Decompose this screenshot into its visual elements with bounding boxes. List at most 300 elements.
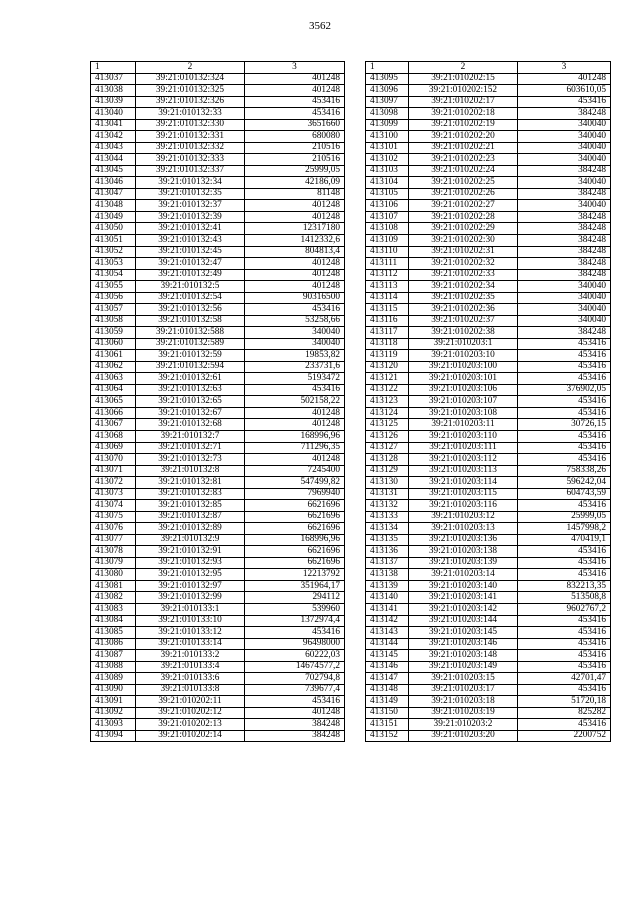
row-number-cell: 413042 [91, 131, 136, 143]
row-number-cell: 413084 [91, 615, 136, 627]
value-cell: 6621696 [245, 511, 345, 523]
table-row [91, 719, 345, 731]
value-cell: 19853,82 [245, 350, 345, 362]
cadastral-number-cell: 39:21:010202:38 [409, 327, 518, 339]
table-row [366, 580, 611, 592]
row-number-cell: 413089 [91, 673, 136, 685]
row-number-cell: 413123 [366, 396, 409, 408]
row-number-cell: 413071 [91, 465, 136, 477]
row-number-cell: 413137 [366, 557, 409, 569]
table-row [366, 603, 611, 615]
table-row [91, 431, 345, 443]
row-number-cell: 413142 [366, 615, 409, 627]
row-number-cell: 413138 [366, 569, 409, 581]
row-number-cell: 413103 [366, 165, 409, 177]
table-row [91, 258, 345, 270]
row-number-cell: 413044 [91, 154, 136, 166]
table-row [91, 131, 345, 143]
row-number-cell: 413140 [366, 592, 409, 604]
row-number-cell: 413043 [91, 142, 136, 154]
table-row [91, 96, 345, 108]
row-number-cell: 413098 [366, 108, 409, 120]
row-number-cell: 413064 [91, 384, 136, 396]
row-number-cell: 413126 [366, 431, 409, 443]
cadastral-number-cell: 39:21:010203:14 [409, 569, 518, 581]
value-cell: 384248 [518, 246, 611, 258]
table-row [91, 569, 345, 581]
cadastral-number-cell: 39:21:010202:25 [409, 177, 518, 189]
cadastral-number-cell: 39:21:010203:115 [409, 488, 518, 500]
row-number-cell: 413119 [366, 350, 409, 362]
table-row [366, 177, 611, 189]
table-row [366, 200, 611, 212]
row-number-cell: 413135 [366, 534, 409, 546]
cadastral-number-cell: 39:21:010132:83 [136, 488, 245, 500]
value-cell: 12213792 [245, 569, 345, 581]
value-cell: 453416 [245, 96, 345, 108]
row-number-cell: 413116 [366, 315, 409, 327]
row-number-cell: 413068 [91, 431, 136, 443]
row-number-cell: 413074 [91, 500, 136, 512]
cadastral-number-cell: 39:21:010203:19 [409, 707, 518, 719]
value-cell: 384248 [518, 188, 611, 200]
cadastral-number-cell: 39:21:010132:326 [136, 96, 245, 108]
row-number-cell: 413136 [366, 546, 409, 558]
table-row [91, 511, 345, 523]
left-table [90, 61, 345, 742]
row-number-cell: 413110 [366, 246, 409, 258]
header-row [91, 62, 345, 74]
table-row [91, 603, 345, 615]
cadastral-number-cell: 39:21:010202:33 [409, 269, 518, 281]
cadastral-number-cell: 39:21:010203:142 [409, 603, 518, 615]
table-row [91, 580, 345, 592]
table-row [91, 419, 345, 431]
table-row [91, 373, 345, 385]
cadastral-number-cell: 39:21:010202:36 [409, 304, 518, 316]
cadastral-number-cell: 39:21:010203:138 [409, 546, 518, 558]
row-number-cell: 413048 [91, 200, 136, 212]
cadastral-number-cell: 39:21:010203:116 [409, 500, 518, 512]
value-cell: 453416 [518, 615, 611, 627]
cadastral-number-cell: 39:21:010203:136 [409, 534, 518, 546]
cadastral-number-cell: 39:21:010132:7 [136, 431, 245, 443]
column-header: 1 [366, 62, 409, 74]
row-number-cell: 413150 [366, 707, 409, 719]
row-number-cell: 413109 [366, 234, 409, 246]
table-row [366, 350, 611, 362]
cadastral-number-cell: 39:21:010132:337 [136, 165, 245, 177]
table-row [366, 73, 611, 85]
cadastral-number-cell: 39:21:010203:100 [409, 361, 518, 373]
value-cell: 453416 [518, 350, 611, 362]
value-cell: 6621696 [245, 500, 345, 512]
row-number-cell: 413105 [366, 188, 409, 200]
table-row [366, 661, 611, 673]
cadastral-number-cell: 39:21:010202:18 [409, 108, 518, 120]
table-row [366, 396, 611, 408]
value-cell: 25999,05 [245, 165, 345, 177]
cadastral-number-cell: 39:21:010203:141 [409, 592, 518, 604]
table-row [366, 638, 611, 650]
cadastral-number-cell: 39:21:010202:31 [409, 246, 518, 258]
value-cell: 1412332,6 [245, 234, 345, 246]
cadastral-number-cell: 39:21:010203:140 [409, 580, 518, 592]
row-number-cell: 413065 [91, 396, 136, 408]
value-cell: 384248 [518, 165, 611, 177]
table-row [91, 730, 345, 742]
table-row [366, 442, 611, 454]
value-cell: 168996,96 [245, 534, 345, 546]
value-cell: 340040 [518, 281, 611, 293]
table-row [91, 650, 345, 662]
row-number-cell: 413052 [91, 246, 136, 258]
table-row [366, 419, 611, 431]
cadastral-number-cell: 39:21:010203:1 [409, 338, 518, 350]
cadastral-number-cell: 39:21:010132:594 [136, 361, 245, 373]
row-number-cell: 413095 [366, 73, 409, 85]
value-cell: 604743,59 [518, 488, 611, 500]
row-number-cell: 413101 [366, 142, 409, 154]
row-number-cell: 413118 [366, 338, 409, 350]
value-cell: 340040 [518, 131, 611, 143]
table-row [91, 465, 345, 477]
value-cell: 453416 [518, 442, 611, 454]
cadastral-number-cell: 39:21:010132:85 [136, 500, 245, 512]
row-number-cell: 413096 [366, 85, 409, 97]
value-cell: 1372974,4 [245, 615, 345, 627]
value-cell: 502158,22 [245, 396, 345, 408]
table-row [91, 615, 345, 627]
value-cell: 384248 [518, 234, 611, 246]
cadastral-number-cell: 39:21:010132:39 [136, 211, 245, 223]
header-row [366, 62, 611, 74]
value-cell: 702794,8 [245, 673, 345, 685]
row-number-cell: 413144 [366, 638, 409, 650]
cadastral-number-cell: 39:21:010203:18 [409, 696, 518, 708]
table-row [366, 188, 611, 200]
table-row [91, 177, 345, 189]
value-cell: 401248 [245, 407, 345, 419]
row-number-cell: 413091 [91, 696, 136, 708]
row-number-cell: 413128 [366, 454, 409, 466]
cadastral-number-cell: 39:21:010203:139 [409, 557, 518, 569]
value-cell: 7969940 [245, 488, 345, 500]
table-row [366, 292, 611, 304]
cadastral-number-cell: 39:21:010202:21 [409, 142, 518, 154]
table-row [366, 269, 611, 281]
table-row [91, 304, 345, 316]
table-row [91, 442, 345, 454]
cadastral-number-cell: 39:21:010203:106 [409, 384, 518, 396]
row-number-cell: 413063 [91, 373, 136, 385]
value-cell: 384248 [518, 258, 611, 270]
row-number-cell: 413078 [91, 546, 136, 558]
row-number-cell: 413076 [91, 523, 136, 535]
table-row [366, 108, 611, 120]
row-number-cell: 413038 [91, 85, 136, 97]
cadastral-number-cell: 39:21:010132:73 [136, 454, 245, 466]
table-row [91, 361, 345, 373]
table-row [91, 165, 345, 177]
cadastral-number-cell: 39:21:010202:30 [409, 234, 518, 246]
value-cell: 804813,4 [245, 246, 345, 258]
row-number-cell: 413072 [91, 477, 136, 489]
row-number-cell: 413106 [366, 200, 409, 212]
value-cell: 453416 [518, 627, 611, 639]
table-row [91, 627, 345, 639]
row-number-cell: 413075 [91, 511, 136, 523]
row-number-cell: 413073 [91, 488, 136, 500]
value-cell: 351964,17 [245, 580, 345, 592]
cadastral-number-cell: 39:21:010203:144 [409, 615, 518, 627]
cadastral-number-cell: 39:21:010203:17 [409, 684, 518, 696]
value-cell: 168996,96 [245, 431, 345, 443]
value-cell: 340040 [245, 338, 345, 350]
row-number-cell: 413113 [366, 281, 409, 293]
cadastral-number-cell: 39:21:010132:61 [136, 373, 245, 385]
row-number-cell: 413051 [91, 234, 136, 246]
cadastral-number-cell: 39:21:010203:108 [409, 407, 518, 419]
table-row [91, 592, 345, 604]
cadastral-number-cell: 39:21:010203:12 [409, 511, 518, 523]
value-cell: 7245400 [245, 465, 345, 477]
table-row [91, 661, 345, 673]
cadastral-number-cell: 39:21:010132:331 [136, 131, 245, 143]
value-cell: 42186,09 [245, 177, 345, 189]
value-cell: 401248 [245, 73, 345, 85]
table-row [366, 719, 611, 731]
cadastral-number-cell: 39:21:010132:33 [136, 108, 245, 120]
table-row [366, 569, 611, 581]
value-cell: 384248 [245, 719, 345, 731]
row-number-cell: 413083 [91, 603, 136, 615]
cadastral-number-cell: 39:21:010202:28 [409, 211, 518, 223]
value-cell: 6621696 [245, 523, 345, 535]
row-number-cell: 413099 [366, 119, 409, 131]
table-row [91, 407, 345, 419]
cadastral-number-cell: 39:21:010133:10 [136, 615, 245, 627]
value-cell: 401248 [245, 419, 345, 431]
cadastral-number-cell: 39:21:010132:56 [136, 304, 245, 316]
cadastral-number-cell: 39:21:010203:146 [409, 638, 518, 650]
row-number-cell: 413093 [91, 719, 136, 731]
value-cell: 453416 [245, 384, 345, 396]
value-cell: 513508,8 [518, 592, 611, 604]
table-row [366, 454, 611, 466]
table-row [366, 684, 611, 696]
cadastral-number-cell: 39:21:010132:8 [136, 465, 245, 477]
value-cell: 739677,4 [245, 684, 345, 696]
cadastral-number-cell: 39:21:010202:15 [409, 73, 518, 85]
cadastral-number-cell: 39:21:010132:37 [136, 200, 245, 212]
cadastral-number-cell: 39:21:010202:35 [409, 292, 518, 304]
value-cell: 539960 [245, 603, 345, 615]
row-number-cell: 413132 [366, 500, 409, 512]
value-cell: 680080 [245, 131, 345, 143]
cadastral-number-cell: 39:21:010132:68 [136, 419, 245, 431]
value-cell: 340040 [245, 327, 345, 339]
cadastral-number-cell: 39:21:010132:35 [136, 188, 245, 200]
table-row [366, 627, 611, 639]
row-number-cell: 413107 [366, 211, 409, 223]
value-cell: 453416 [518, 650, 611, 662]
value-cell: 453416 [518, 454, 611, 466]
row-number-cell: 413050 [91, 223, 136, 235]
row-number-cell: 413134 [366, 523, 409, 535]
row-number-cell: 413046 [91, 177, 136, 189]
table-row [366, 246, 611, 258]
value-cell: 90316500 [245, 292, 345, 304]
cadastral-number-cell: 39:21:010133:2 [136, 650, 245, 662]
cadastral-number-cell: 39:21:010132:34 [136, 177, 245, 189]
cadastral-number-cell: 39:21:010203:2 [409, 719, 518, 731]
table-row [366, 407, 611, 419]
cadastral-number-cell: 39:21:010202:26 [409, 188, 518, 200]
row-number-cell: 413133 [366, 511, 409, 523]
row-number-cell: 413100 [366, 131, 409, 143]
row-number-cell: 413077 [91, 534, 136, 546]
table-row [366, 327, 611, 339]
row-number-cell: 413080 [91, 569, 136, 581]
table-row [366, 523, 611, 535]
cadastral-number-cell: 39:21:010132:87 [136, 511, 245, 523]
row-number-cell: 413145 [366, 650, 409, 662]
value-cell: 401248 [245, 454, 345, 466]
table-row [366, 500, 611, 512]
cadastral-number-cell: 39:21:010132:91 [136, 546, 245, 558]
cadastral-number-cell: 39:21:010132:41 [136, 223, 245, 235]
value-cell: 453416 [518, 396, 611, 408]
cadastral-number-cell: 39:21:010202:17 [409, 96, 518, 108]
value-cell: 453416 [518, 661, 611, 673]
value-cell: 401248 [245, 281, 345, 293]
cadastral-number-cell: 39:21:010133:6 [136, 673, 245, 685]
table-row [91, 142, 345, 154]
value-cell: 60222,03 [245, 650, 345, 662]
value-cell: 832213,35 [518, 580, 611, 592]
table-row [366, 304, 611, 316]
value-cell: 453416 [518, 373, 611, 385]
table-row [366, 211, 611, 223]
table-row [91, 292, 345, 304]
row-number-cell: 413125 [366, 419, 409, 431]
row-number-cell: 413056 [91, 292, 136, 304]
row-number-cell: 413086 [91, 638, 136, 650]
value-cell: 453416 [518, 684, 611, 696]
value-cell: 384248 [518, 211, 611, 223]
row-number-cell: 413062 [91, 361, 136, 373]
table-row [91, 327, 345, 339]
table-row [366, 557, 611, 569]
table-row [366, 696, 611, 708]
value-cell: 758338,26 [518, 465, 611, 477]
page-number: 3562 [309, 20, 331, 32]
value-cell: 30726,15 [518, 419, 611, 431]
cadastral-number-cell: 39:21:010202:11 [136, 696, 245, 708]
row-number-cell: 413151 [366, 719, 409, 731]
table-row [91, 281, 345, 293]
row-number-cell: 413055 [91, 281, 136, 293]
table-row [366, 707, 611, 719]
cadastral-number-cell: 39:21:010132:59 [136, 350, 245, 362]
value-cell: 14674577,2 [245, 661, 345, 673]
cadastral-number-cell: 39:21:010203:149 [409, 661, 518, 673]
cadastral-number-cell: 39:21:010132:43 [136, 234, 245, 246]
table-row [366, 615, 611, 627]
row-number-cell: 413117 [366, 327, 409, 339]
column-header: 2 [136, 62, 245, 74]
value-cell: 453416 [518, 338, 611, 350]
value-cell: 711296,35 [245, 442, 345, 454]
value-cell: 9602767,2 [518, 603, 611, 615]
row-number-cell: 413139 [366, 580, 409, 592]
cadastral-number-cell: 39:21:010132:325 [136, 85, 245, 97]
cadastral-number-cell: 39:21:010202:14 [136, 730, 245, 742]
value-cell: 401248 [245, 258, 345, 270]
cadastral-number-cell: 39:21:010202:20 [409, 131, 518, 143]
table-row [91, 707, 345, 719]
value-cell: 453416 [518, 407, 611, 419]
row-number-cell: 413129 [366, 465, 409, 477]
table-row [366, 546, 611, 558]
cadastral-number-cell: 39:21:010202:29 [409, 223, 518, 235]
row-number-cell: 413124 [366, 407, 409, 419]
row-number-cell: 413094 [91, 730, 136, 742]
row-number-cell: 413127 [366, 442, 409, 454]
row-number-cell: 413104 [366, 177, 409, 189]
cadastral-number-cell: 39:21:010133:12 [136, 627, 245, 639]
row-number-cell: 413087 [91, 650, 136, 662]
row-number-cell: 413047 [91, 188, 136, 200]
value-cell: 340040 [518, 142, 611, 154]
value-cell: 376902,05 [518, 384, 611, 396]
cadastral-number-cell: 39:21:010203:113 [409, 465, 518, 477]
right-table [365, 61, 611, 742]
value-cell: 6621696 [245, 557, 345, 569]
value-cell: 340040 [518, 315, 611, 327]
row-number-cell: 413037 [91, 73, 136, 85]
cadastral-number-cell: 39:21:010132:9 [136, 534, 245, 546]
value-cell: 1457998,2 [518, 523, 611, 535]
row-number-cell: 413041 [91, 119, 136, 131]
table-row [366, 96, 611, 108]
table-row [366, 650, 611, 662]
table-row [91, 350, 345, 362]
table-row [91, 234, 345, 246]
row-number-cell: 413092 [91, 707, 136, 719]
value-cell: 96498000 [245, 638, 345, 650]
row-number-cell: 413085 [91, 627, 136, 639]
row-number-cell: 413059 [91, 327, 136, 339]
cadastral-number-cell: 39:21:010132:49 [136, 269, 245, 281]
table-row [91, 546, 345, 558]
value-cell: 596242,04 [518, 477, 611, 489]
left-table-body [91, 73, 345, 742]
cadastral-number-cell: 39:21:010203:10 [409, 350, 518, 362]
cadastral-number-cell: 39:21:010203:145 [409, 627, 518, 639]
cadastral-number-cell: 39:21:010132:63 [136, 384, 245, 396]
value-cell: 453416 [245, 304, 345, 316]
value-cell: 401248 [245, 707, 345, 719]
row-number-cell: 413088 [91, 661, 136, 673]
table-row [366, 534, 611, 546]
row-number-cell: 413120 [366, 361, 409, 373]
table-row [91, 673, 345, 685]
row-number-cell: 413130 [366, 477, 409, 489]
value-cell: 294112 [245, 592, 345, 604]
value-cell: 340040 [518, 177, 611, 189]
